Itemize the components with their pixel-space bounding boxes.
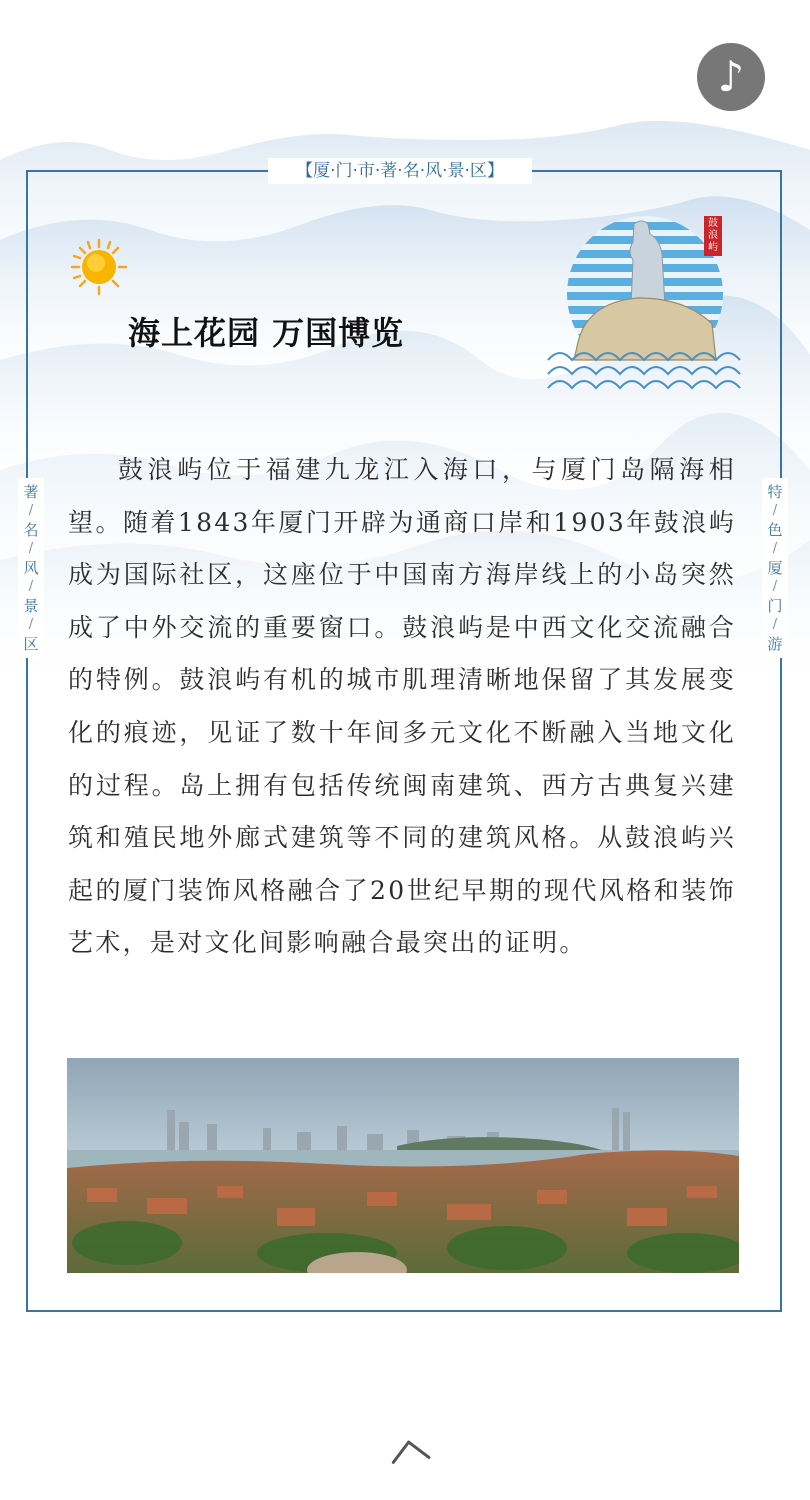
- side-label-separator: /: [772, 503, 778, 518]
- side-label-separator: /: [28, 503, 34, 518]
- side-label-char: 特: [767, 483, 783, 501]
- side-label-left: [18, 478, 44, 658]
- side-label-separator: /: [772, 541, 778, 556]
- side-label-right: [762, 478, 788, 658]
- article-body: 鼓浪屿位于福建九龙江入海口，与厦门岛隔海相望。随着1843年厦门开辟为通商口岸和1903年鼓浪屿成为国际社区，这座位于中国南方海岸线上的小岛突然成了中外交流的重要窗口。鼓浪屿是中西文化交流融合的特例。鼓浪屿有机的城市肌理清晰地保留了其发展变化的痕迹，见证了数十年间多元文化不断融入当地文化的过程。岛上拥有包括传统闽南建筑、西方古典复兴建筑和殖民地外廊式建筑等不同的建筑风格。从鼓浪屿兴起的厦门装饰风格融合了20世纪早期的现代风格和装饰艺术，是对文化间影响融合最突出的证明。: [68, 455, 736, 958]
- music-toggle-button[interactable]: [697, 43, 765, 111]
- side-label-separator: /: [772, 617, 778, 632]
- side-label-char: 区: [23, 635, 39, 653]
- side-label-separator: /: [28, 617, 34, 632]
- city-panorama-photo: [67, 1058, 739, 1273]
- frame-title: 【厦·门·市·著·名·风·景·区】: [268, 158, 532, 184]
- scroll-down-chevron-icon[interactable]: [386, 1428, 438, 1470]
- music-note-icon: ♪: [717, 52, 745, 101]
- page-headline: 海上花园 万国博览: [128, 314, 405, 352]
- side-label-separator: /: [28, 579, 34, 594]
- side-label-separator: /: [772, 579, 778, 594]
- statue-seal: 鼓浪屿: [704, 216, 722, 256]
- side-label-char: 风: [23, 559, 39, 577]
- side-label-char: 厦: [767, 559, 783, 577]
- side-label-char: 游: [767, 635, 783, 653]
- side-label-char: 色: [767, 521, 783, 539]
- side-label-char: 景: [23, 597, 39, 615]
- side-label-separator: /: [28, 541, 34, 556]
- side-label-char: 著: [23, 483, 39, 501]
- side-label-char: 名: [23, 521, 39, 539]
- side-label-char: 门: [767, 597, 783, 615]
- sun-icon: [70, 238, 128, 296]
